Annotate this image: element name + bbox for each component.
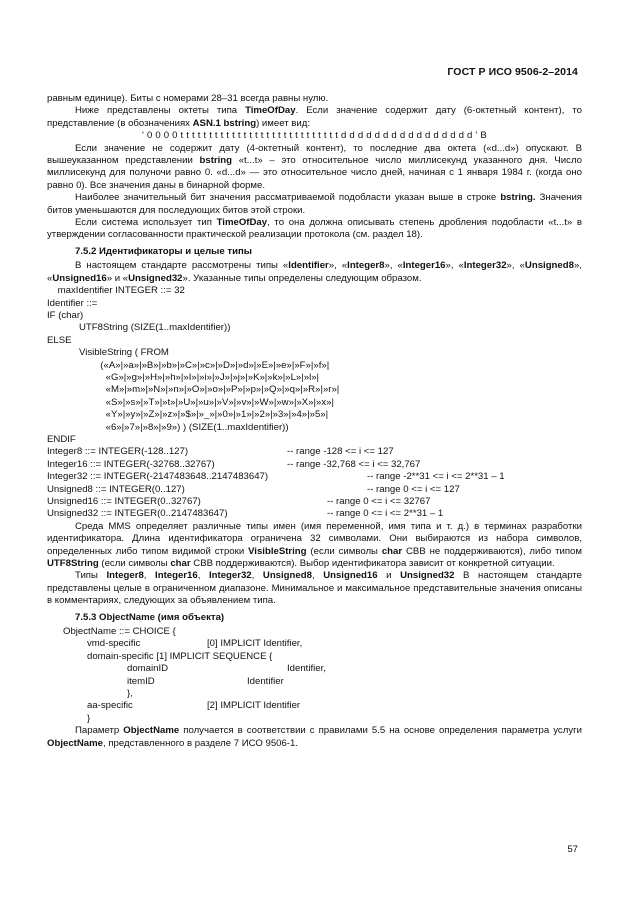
- paragraph: Типы Integer8, Integer16, Integer32, Unsigned8, Unsigned16 и Unsigned32 В настоящем стандарте представлены целые в ограниченном диапазоне. Минимальное и максимальное представительные значения описаны в комментариях, следующих за объявлением типа.: [47, 570, 582, 607]
- page-body: [47, 93, 582, 750]
- paragraph: Если значение не содержит дату (4-октетный контент), то последние два октета («d...d») опускают. В вышеуказанном представлении bstring «t...t» – это относительное число миллисекунд указанного дня. Число миллисекунд для полуночи равно 0. «d...d» — это относительное число дней, начиная с 1 января 1984 г. (когда оно равно 0). Все значения даны в бинарной форме.: [47, 142, 582, 191]
- code-line: UTF8String (SIZE(1..maxIdentifier)): [47, 322, 231, 334]
- bstring-representation: ' 0 0 0 0 t t t t t t t t t t t t t t t t t t t t t t t t t t t t d d d d d d d d d d d d d d d d ' B: [142, 130, 487, 142]
- code-line: VisibleString ( FROM: [47, 347, 169, 359]
- code-line: }: [87, 712, 91, 724]
- paragraph: Наиболее значительный бит значения рассматриваемой подобласти указан выше в строке bstring. Значения битов уменьшаются для последующих битов этой строки.: [47, 192, 583, 216]
- code-line: «M»|»m»|»N»|»n»|»O»|»o»|»P»|»p»|»Q»|»q»|»R»|»r»|: [47, 384, 340, 396]
- integer-type-row: Unsigned8 ::= INTEGER(0..127) -- range 0 <= i <= 127: [47, 483, 460, 495]
- objectname-code-block: [47, 626, 582, 725]
- integer-type-row: Unsigned32 ::= INTEGER(0..2147483647) -- range 0 <= i <= 2**31 – 1: [47, 508, 444, 520]
- paragraph: В настоящем стандарте рассмотрены типы «Identifier», «Integer8», «Integer16», «Integer32», «Unsigned8», «Unsigned16» и «Unsigned32». Указанные типы определены следующим образом.: [47, 260, 582, 284]
- integer-type-row: Integer16 ::= INTEGER(-32768..32767) -- range -32,768 <= i <= 32,767: [47, 458, 421, 470]
- code-line: ENDIF: [47, 433, 76, 445]
- code-line: itemID Identifier: [127, 675, 284, 687]
- code-line: Identifier ::=: [47, 297, 98, 309]
- paragraph: Среда MMS определяет различные типы имен (имя переменной, имя типа и т. д.) в терминах разработки идентификатора. Длина идентификатора ограничена 32 символами. Они выбираются из набора символов, определенных либо типом видимой строки VisibleString (если символы char СВВ не поддерживаются), либо типом UTF8String (если символы char СВВ поддерживаются). Выбор идентификатора зависит от конкретной ситуации.: [47, 520, 582, 569]
- page-number: 57: [567, 844, 578, 855]
- code-line: domain-specific [1] IMPLICIT SEQUENCE {: [87, 650, 273, 662]
- code-line: domainID Identifier,: [127, 663, 326, 675]
- identifier-code-block: [47, 285, 582, 446]
- code-line: IF (char): [47, 309, 84, 321]
- code-line: ObjectName ::= CHOICE {: [63, 625, 176, 637]
- section-heading: 7.5.2 Идентификаторы и целые типы: [75, 245, 252, 257]
- code-line: vmd-specific [0] IMPLICIT Identifier,: [87, 638, 303, 650]
- paragraph: Параметр ObjectName получается в соответствии с правилами 5.5 на основе определения параметра услуги ObjectName, представленного в разделе 7 ИСО 9506-1.: [47, 725, 582, 749]
- integer-types-block: [47, 446, 582, 520]
- paragraph: Если система использует тип TimeOfDay, то она должна описывать степень дробления подобласти «t...t» в утверждении согласованности практической реализации протокола (см. раздел 18).: [47, 217, 583, 241]
- section-heading: 7.5.3 ObjectName (имя объекта): [75, 611, 225, 623]
- code-line: «S»|»s»|»T»|»t»|»U»|»u»|»V»|»v»|»W»|»w»|»X»|»x»|: [47, 396, 334, 408]
- document-header: ГОСТ Р ИСО 9506-2–2014: [447, 66, 578, 78]
- integer-type-row: Integer8 ::= INTEGER(-128..127) -- range -128 <= i <= 127: [47, 446, 394, 458]
- code-line: «G»|»g»|»H»|»h»|»I»|»i»|»J»|»j»|»K»|»k»|»L»|»l»|: [47, 371, 320, 383]
- paragraph: Ниже представлены октеты типа TimeOfDay. Если значение содержит дату (6-октетный контент), то представление (в обозначениях ASN.1 bstring) имеет вид:: [47, 105, 582, 129]
- code-line: maxIdentifier INTEGER ::= 32: [47, 285, 185, 297]
- code-line: «6»|»7»|»8»|»9») ) (SIZE(1..maxIdentifier)): [47, 421, 289, 433]
- code-line: «Y»|»y»|»Z»|»z»|»$»|»_»|»0»|»1»|»2»|»3»|»4»|»5»|: [47, 409, 329, 421]
- code-line: («A»|»a»|»B»|»b»|»C»|»c»|»D»|»d»|»E»|»e»|»F»|»f»|: [47, 359, 330, 371]
- paragraph: равным единице). Биты с номерами 28–31 всегда равны нулю.: [47, 93, 329, 104]
- code-line: aa-specific [2] IMPLICIT Identifier: [87, 700, 301, 712]
- integer-type-row: Integer32 ::= INTEGER(-2147483648..2147483647) -- range -2**31 <= i <= 2**31 – 1: [47, 471, 505, 483]
- code-line: ELSE: [47, 334, 72, 346]
- code-line: },: [127, 687, 133, 699]
- integer-type-row: Unsigned16 ::= INTEGER(0..32767) -- range 0 <= i <= 32767: [47, 495, 431, 507]
